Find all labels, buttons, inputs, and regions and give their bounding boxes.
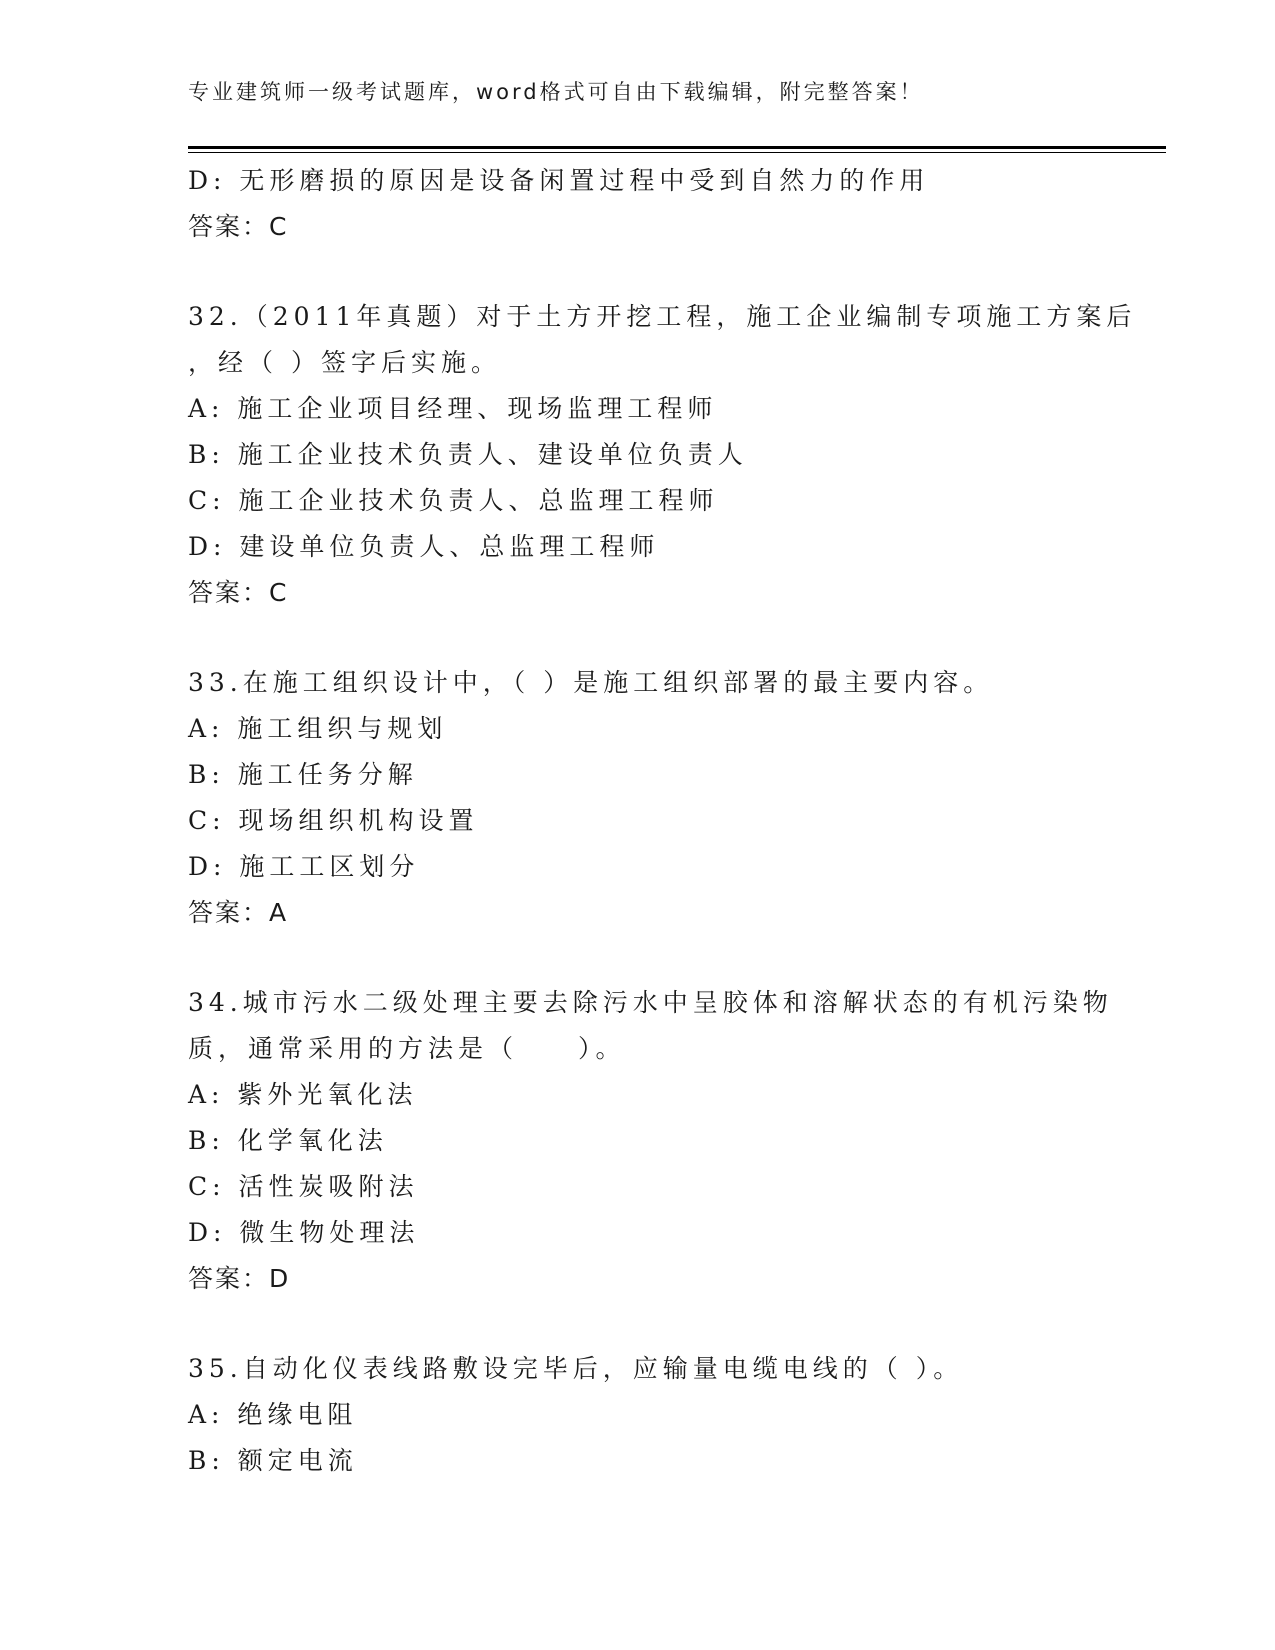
option-d: D: 建设单位负责人、总监理工程师	[188, 532, 660, 561]
option-c: C: 活性炭吸附法	[188, 1172, 419, 1201]
option-d: D: 施工工区划分	[188, 852, 420, 881]
answer-label: 答案：C	[188, 212, 289, 241]
question-stem: 35.自动化仪表线路敷设完毕后，应输量电缆电线的（ ）。	[188, 1354, 964, 1383]
question-32	[188, 294, 1158, 616]
option-c: C: 施工企业技术负责人、总监理工程师	[188, 486, 719, 515]
option-a: A: 施工企业项目经理、现场监理工程师	[188, 394, 718, 423]
answer-label: 答案：D	[188, 1264, 291, 1293]
option-b: B: 施工企业技术负责人、建设单位负责人	[188, 440, 748, 469]
option-a: A: 绝缘电阻	[188, 1400, 358, 1429]
option-c: C: 现场组织机构设置	[188, 806, 479, 835]
answer-label: 答案：C	[188, 578, 289, 607]
question-35	[188, 1346, 1158, 1484]
page-header: 专业建筑师一级考试题库，word格式可自由下载编辑，附完整答案！	[188, 80, 924, 104]
question-stem-continued: ，经（ ）签字后实施。	[188, 348, 501, 377]
question-stem: 33.在施工组织设计中，（ ）是施工组织部署的最主要内容。	[188, 668, 994, 697]
question-34	[188, 980, 1158, 1302]
question-content	[188, 158, 1158, 1484]
question-stem: 34.城市污水二级处理主要去除污水中呈胶体和溶解状态的有机污染物	[188, 988, 1113, 1017]
question-33	[188, 660, 1158, 936]
option-d: D: 微生物处理法	[188, 1218, 420, 1247]
question-stem-continued: 质，通常采用的方法是（ ）。	[188, 1034, 626, 1063]
option-b: B: 额定电流	[188, 1446, 358, 1475]
option-d: D: 无形磨损的原因是设备闲置过程中受到自然力的作用	[188, 166, 930, 195]
header-rule-thin	[188, 152, 1166, 153]
option-a: A: 紫外光氧化法	[188, 1080, 418, 1109]
answer-label: 答案：A	[188, 898, 289, 927]
option-b: B: 化学氧化法	[188, 1126, 388, 1155]
option-b: B: 施工任务分解	[188, 760, 418, 789]
question-stem: 32.（2011年真题）对于土方开挖工程，施工企业编制专项施工方案后	[188, 302, 1137, 331]
header-rule-thick	[188, 146, 1166, 149]
option-a: A: 施工组织与规划	[188, 714, 448, 743]
